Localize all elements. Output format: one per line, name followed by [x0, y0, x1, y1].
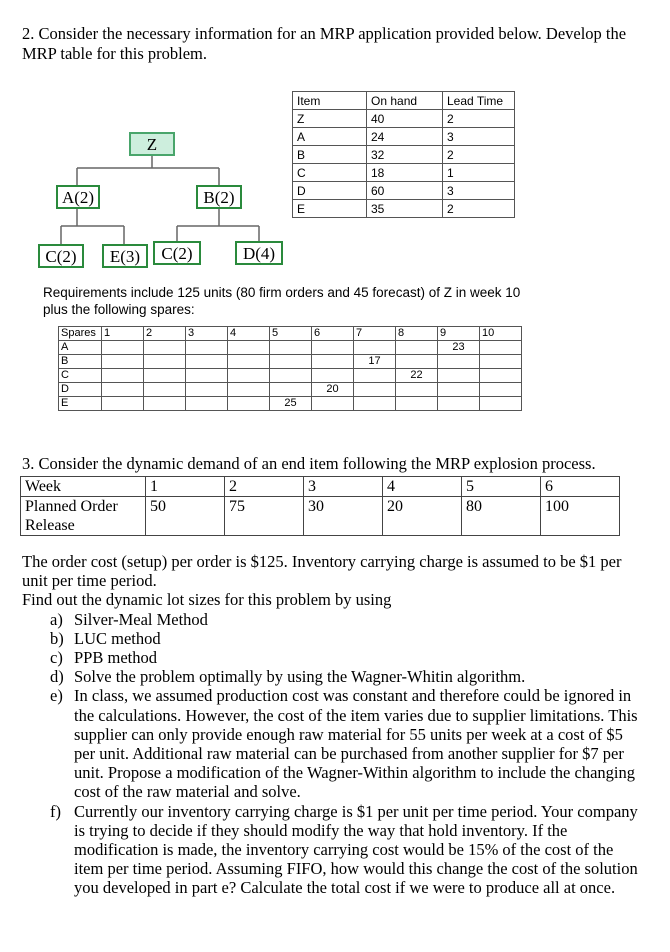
part-marker: d) — [50, 667, 64, 687]
week-cell: 1 — [146, 477, 225, 497]
spares-cell — [438, 383, 480, 397]
table-row — [293, 200, 515, 218]
spares-cell — [144, 397, 186, 411]
week-cell: 2 — [225, 477, 304, 497]
part-marker: e) — [50, 686, 63, 706]
spares-cell — [144, 383, 186, 397]
question-2-heading: 2. Consider the necessary information for an MRP application provided below. Develop the MRP table for this problem. — [22, 24, 627, 63]
item-data-table — [292, 91, 515, 218]
table-row — [293, 164, 515, 182]
cell: 18 — [367, 164, 443, 182]
cell: 2 — [443, 146, 515, 164]
cell: 2 — [443, 110, 515, 128]
spares-cell — [396, 383, 438, 397]
week-cell: 3 — [304, 477, 383, 497]
demand-cell: 30 — [304, 497, 383, 536]
spares-cell — [438, 369, 480, 383]
part-text: Solve the problem optimally by using the Wagner-Whitin algorithm. — [74, 667, 526, 687]
spares-cell — [186, 355, 228, 369]
demand-table — [20, 476, 620, 536]
week-header: 7 — [354, 327, 396, 341]
spares-cell — [480, 355, 522, 369]
demand-week-row — [21, 477, 620, 497]
table-row — [59, 355, 522, 369]
spares-cell — [270, 383, 312, 397]
spares-cell — [354, 397, 396, 411]
cell: 32 — [367, 146, 443, 164]
cell: C — [293, 164, 367, 182]
list-item — [22, 802, 642, 898]
cell: 35 — [367, 200, 443, 218]
list-item — [22, 648, 642, 667]
cell: 1 — [443, 164, 515, 182]
spares-cell: 22 — [396, 369, 438, 383]
header-item: Item — [293, 92, 367, 110]
spares-cell — [228, 341, 270, 355]
table-row — [293, 128, 515, 146]
spares-cell — [354, 341, 396, 355]
table-row — [59, 383, 522, 397]
spares-table — [58, 326, 522, 411]
spares-cell — [354, 383, 396, 397]
part-marker: c) — [50, 648, 63, 668]
tree-node-a: A(2) — [56, 185, 100, 209]
spares-cell — [186, 369, 228, 383]
demand-cell: 20 — [383, 497, 462, 536]
table-row — [59, 341, 522, 355]
cell: 3 — [443, 128, 515, 146]
spares-item-label: A — [59, 341, 102, 355]
spares-cell — [480, 397, 522, 411]
question-parts-list — [22, 610, 642, 898]
part-text: In class, we assumed production cost was constant and therefore could be ignored in the calculations. However, the cost of the item varies due to supplier limitations. This supplier can only provide enough raw material for 55 units per week at a cost of $5 per unit. Additional raw material can be purchased from another supplier for $7 per unit. Propose a modification of the Wagner-Within algorithm to include the changing cost of the raw material and solve. — [74, 686, 638, 802]
requirements-text: Requirements include 125 units (80 firm orders and 45 forecast) of Z in week 10 plus the following spares: — [43, 285, 521, 317]
week-cell: 4 — [383, 477, 462, 497]
part-text: LUC method — [74, 628, 161, 648]
cell: 3 — [443, 182, 515, 200]
planned-order-label — [21, 497, 146, 536]
tree-node-z: Z — [129, 132, 175, 156]
cell: E — [293, 200, 367, 218]
spares-cell — [480, 369, 522, 383]
spares-cell — [186, 341, 228, 355]
table-row — [293, 182, 515, 200]
list-item — [22, 629, 642, 648]
spares-cell — [186, 397, 228, 411]
spares-cell — [438, 355, 480, 369]
spares-cell — [270, 355, 312, 369]
spares-cell — [312, 369, 354, 383]
tree-node-e: E(3) — [102, 244, 148, 268]
planned-order-label-line1: Planned Order — [25, 498, 118, 515]
header-on-hand: On hand — [367, 92, 443, 110]
spares-header-label: Spares — [59, 327, 102, 341]
cell: 2 — [443, 200, 515, 218]
cell: 40 — [367, 110, 443, 128]
week-header: 8 — [396, 327, 438, 341]
part-marker: f) — [50, 801, 61, 821]
question-3-heading: 3. Consider the dynamic demand of an end item following the MRP explosion process. — [22, 454, 596, 473]
table-row — [59, 397, 522, 411]
week-header: 3 — [186, 327, 228, 341]
spares-cell — [186, 383, 228, 397]
week-header: 9 — [438, 327, 480, 341]
table-row — [293, 146, 515, 164]
part-text: Silver-Meal Method — [74, 609, 208, 629]
demand-cell: 50 — [146, 497, 225, 536]
tree-node-d: D(4) — [235, 241, 283, 265]
header-lead-time: Lead Time — [443, 92, 515, 110]
spares-cell — [144, 369, 186, 383]
tree-node-b: B(2) — [196, 185, 242, 209]
spares-cell: 17 — [354, 355, 396, 369]
part-marker: a) — [50, 609, 63, 629]
week-header: 1 — [102, 327, 144, 341]
spares-cell — [480, 341, 522, 355]
spares-cell — [312, 341, 354, 355]
spares-item-label: D — [59, 383, 102, 397]
spares-item-label: E — [59, 397, 102, 411]
spares-cell — [102, 355, 144, 369]
spares-cell — [354, 369, 396, 383]
week-header: 10 — [480, 327, 522, 341]
spares-cell — [438, 397, 480, 411]
cell: 24 — [367, 128, 443, 146]
find-text: Find out the dynamic lot sizes for this problem by using — [22, 590, 392, 610]
spares-cell — [144, 355, 186, 369]
spares-cell — [312, 355, 354, 369]
spares-cell — [396, 355, 438, 369]
spares-cell — [102, 341, 144, 355]
week-header: 5 — [270, 327, 312, 341]
tree-node-c-under-b: C(2) — [153, 241, 201, 265]
part-text: Currently our inventory carrying charge is $1 per unit per time period. Your company is trying to decide if they should modify the way that hold inventory. If the modification is made, the inventory carrying cost would be 15% of the cost of the item per time period. Assuming FIFO, how would this change the cost of the solution you developed in part e? Calculate the total cost if we were to produce all at once. — [74, 801, 638, 898]
spares-cell — [270, 341, 312, 355]
spares-cell — [102, 397, 144, 411]
cell: A — [293, 128, 367, 146]
week-header: 2 — [144, 327, 186, 341]
list-item — [22, 610, 642, 629]
demand-cell: 100 — [541, 497, 620, 536]
spares-cell — [144, 341, 186, 355]
week-cell: 5 — [462, 477, 541, 497]
item-table-header — [293, 92, 515, 110]
cell: 60 — [367, 182, 443, 200]
demand-cell: 80 — [462, 497, 541, 536]
tree-node-c-under-a: C(2) — [38, 244, 84, 268]
demand-cell: 75 — [225, 497, 304, 536]
question-3-body — [22, 552, 642, 898]
planned-order-label-line2: Release — [25, 517, 75, 534]
cost-text: The order cost (setup) per order is $125. Inventory carrying charge is assumed to be $1 per unit per time period. — [22, 552, 622, 591]
cell: Z — [293, 110, 367, 128]
spares-cell — [228, 397, 270, 411]
week-label: Week — [21, 477, 146, 497]
spares-cell — [102, 369, 144, 383]
spares-item-label: B — [59, 355, 102, 369]
spares-cell — [102, 383, 144, 397]
demand-value-row — [21, 497, 620, 536]
spares-item-label: C — [59, 369, 102, 383]
spares-cell — [312, 397, 354, 411]
spares-cell — [270, 369, 312, 383]
spares-cell — [228, 383, 270, 397]
spares-cell — [396, 397, 438, 411]
spares-cell: 23 — [438, 341, 480, 355]
week-cell: 6 — [541, 477, 620, 497]
table-row — [293, 110, 515, 128]
spares-header-row — [59, 327, 522, 341]
list-item — [22, 667, 642, 686]
spares-cell: 20 — [312, 383, 354, 397]
week-header: 6 — [312, 327, 354, 341]
part-text: PPB method — [74, 648, 157, 668]
week-header: 4 — [228, 327, 270, 341]
cell: D — [293, 182, 367, 200]
part-marker: b) — [50, 628, 64, 648]
spares-cell — [396, 341, 438, 355]
cell: B — [293, 146, 367, 164]
spares-cell — [228, 355, 270, 369]
table-row — [59, 369, 522, 383]
spares-cell: 25 — [270, 397, 312, 411]
list-item — [22, 686, 642, 801]
spares-cell — [228, 369, 270, 383]
spares-cell — [480, 383, 522, 397]
